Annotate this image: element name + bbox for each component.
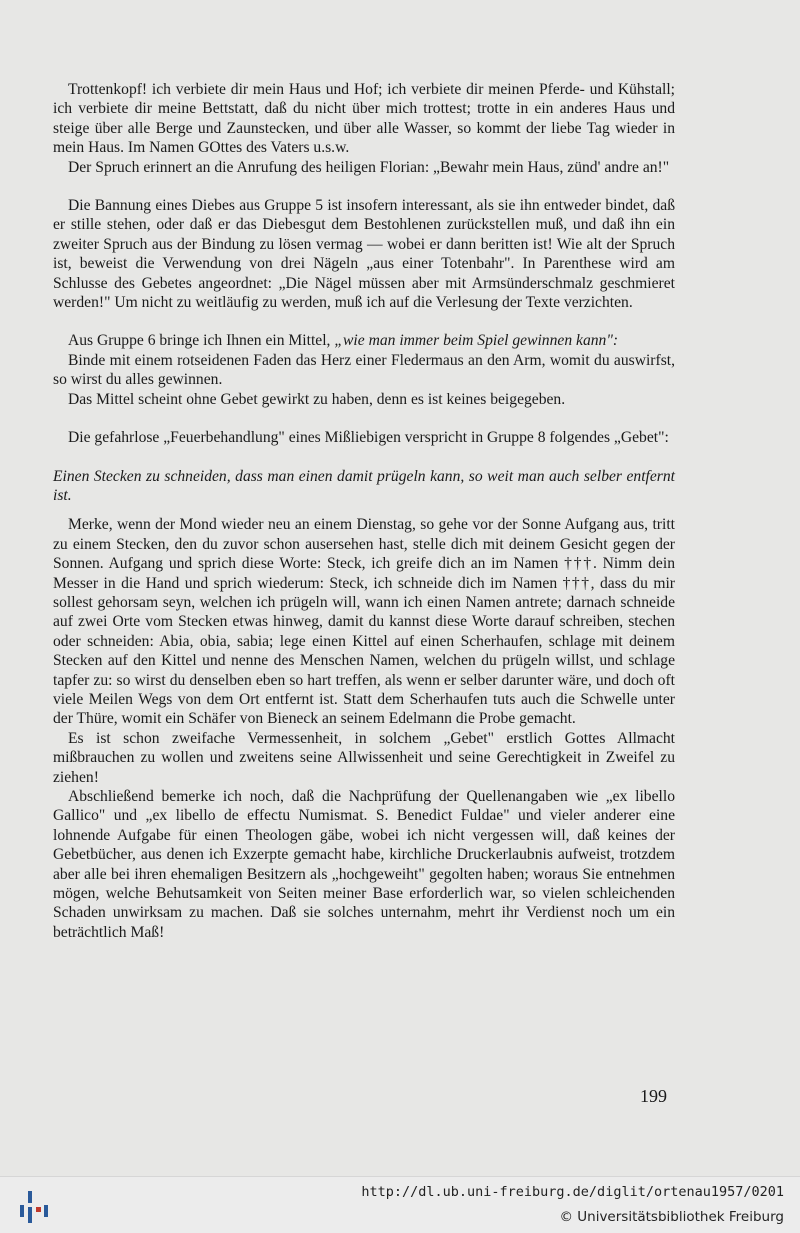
paragraph: [53, 331, 675, 350]
document-url[interactable]: http://dl.ub.uni-freiburg.de/diglit/ortenau1957/0201: [361, 1184, 784, 1200]
paragraph: Abschließend bemerke ich noch, daß die Nachprüfung der Quellenangaben wie „ex libello Gallico" und „ex libello de effectu Numismat. S. Benedict Fuldae" und vieler anderer eine lohnende Aufgabe für einen Theologen gäbe, wobei ich nicht vergessen will, daß keines der Gebetbücher, aus denen ich Exzerpte gemacht habe, kirchliche Druckerlaubnis aufweist, trotzdem aber alle bei ihren ehemaligen Besitzern als „hochgeweiht" gegolten haben; woraus Sie entnehmen mögen, welche Behutsamkeit von Seiten meiner Base erforderlich war, so vielen schleichenden Schaden unwirksam zu machen. Daß sie solches unternahm, mehrt ihr Verdienst noch um ein beträchtlich Maß!: [53, 788, 675, 941]
paragraph: Der Spruch erinnert an die Anrufung des heiligen Florian: „Bewahr mein Haus, zünd' andre an!": [68, 158, 670, 176]
paragraph: Die Bannung eines Diebes aus Gruppe 5 ist insofern interessant, als sie ihn entweder bindet, daß er stille stehen, oder daß er das Diebesgut dem Bestohlenen zurückstellen muß, und daß ihn ein zweiter Spruch aus der Bindung zu lösen vermag — wobei er dann beritten ist! Wie alt der Spruch ist, beweist die Verwendung von drei Nägeln „aus einer Totenbahr". In Parenthese wird am Schlusse des Gebetes angeordnet: „Die Nägel müssen aber mit Armsünderschmalz geschmieret werden!" Um nicht zu weitläufig zu werden, muß ich auf die Verlesung der Texte verzichten.: [53, 197, 675, 312]
paragraph: Das Mittel scheint ohne Gebet gewirkt zu haben, denn es ist keines beigegeben.: [68, 390, 566, 408]
italic-heading: Einen Stecken zu schneiden, dass man einen damit prügeln kann, so weit man auch selber entfernt ist.: [53, 467, 675, 504]
paragraph: Die gefahrlose „Feuerbehandlung" eines Mißliebigen verspricht in Gruppe 8 folgendes „Gebet":: [68, 429, 669, 447]
paragraph: Trottenkopf! ich verbiete dir mein Haus und Hof; ich verbiete dir meinen Pferde- und Kühstall; ich verbiete dir meine Bettstatt, daß du nicht über mich trottest; trotte in ein anderes Haus und steige über alle Berge und Zaunstecken, und über alle Wasser, so kommt der liebe Tag wieder in mein Haus. Im Namen GOttes des Vaters u.s.w.: [53, 81, 675, 157]
ub-freiburg-logo-icon[interactable]: [8, 1181, 56, 1229]
page-number: 199: [640, 1086, 667, 1106]
paragraph: Merke, wenn der Mond wieder neu an einem Dienstag, so gehe vor der Sonne Aufgang aus, tritt zu einem Stecken, den du zuvor schon ausersehen hast, stelle dich mit deinem Gesicht gegen der Sonnen. Aufgang und sprich diese Worte: Steck, ich greife dich an im Namen †††. Nimm dein Messer in die Hand und sprich wiederum: Steck, ich schneide dich im Namen †††, dass du mir sollest gehorsam seyn, welchen ich prügeln will, wann ich einen Namen antrete; darnach schneide auf zwei Orte vom Stecken etwas hinweg, damit du kannst diese Worte darauf schreiben, stechen oder schneiden: Abia, obia, sabia; lege einen Kittel auf einen Scherhaufen, schlage mit deinem Stecken auf den Kittel und nenne des Menschen Namen, welchen du prügeln willst, und schlage tapfer zu: so wirst du denselben eben so hart treffen, als wenn er selber darunter wäre, und doch oft viele Meilen Wegs von dem Ort entfernt ist. Statt dem Scherhaufen tuts auch die Schwelle unter der Thüre, womit ein Schäfer von Bieneck an seinem Edelmann die Probe gemacht.: [53, 516, 675, 728]
copyright-notice: © Universitätsbibliothek Freiburg: [559, 1209, 784, 1225]
italic-heading: „wie man immer beim Spiel gewinnen kann":: [334, 332, 619, 350]
body-text: [53, 80, 675, 942]
paragraph-intro: Aus Gruppe 6 bringe ich Ihnen ein Mittel,: [68, 332, 331, 350]
paragraph: Binde mit einem rotseidenen Faden das Herz einer Fledermaus an den Arm, womit du auswirfst, so wirst du alles gewinnen.: [53, 351, 675, 389]
footer-bar: [0, 1176, 800, 1233]
paragraph: Es ist schon zweifache Vermessenheit, in solchem „Gebet" erstlich Gottes Allmacht mißbrauchen zu wollen und zweitens seine Allwissenheit und seine Gerechtigkeit in Zweifel zu ziehen!: [53, 729, 675, 786]
